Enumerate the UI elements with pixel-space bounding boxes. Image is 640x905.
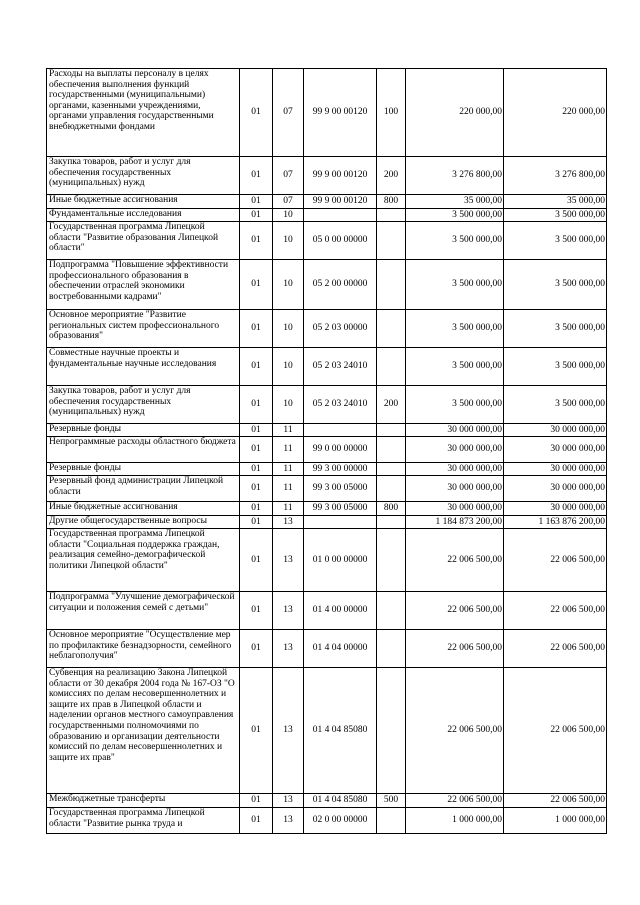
amount-2-cell: 22 006 500,00 [504,529,607,592]
table-row [47,69,607,157]
table-row [47,808,607,834]
amount-1-cell: 1 184 873 200,00 [406,516,504,529]
target-article-cell: 01 4 04 00000 [304,630,377,668]
section-code-cell: 01 [240,310,273,348]
amount-1-cell: 1 000 000,00 [406,808,504,834]
expense-type-cell [377,668,406,794]
row-name-cell: Государственная программа Липецкой области "Развитие рынка труда и [47,808,240,834]
subsection-code-cell: 13 [273,668,304,794]
section-code-cell: 01 [240,209,273,222]
target-article-cell [304,424,377,437]
row-name-cell: Основное мероприятие "Развитие региональных систем профессионального образования" [47,310,240,348]
section-code-cell: 01 [240,424,273,437]
row-name-cell: Другие общегосударственные вопросы [47,516,240,529]
target-article-cell: 05 2 03 00000 [304,310,377,348]
row-name-cell: Иные бюджетные ассигнования [47,502,240,516]
row-name-cell: Иные бюджетные ассигнования [47,195,240,209]
subsection-code-cell: 10 [273,209,304,222]
row-name-cell: Фундаментальные исследования [47,209,240,222]
amount-2-cell: 22 006 500,00 [504,668,607,794]
subsection-code-cell: 13 [273,516,304,529]
table-row [47,668,607,794]
expense-type-cell: 800 [377,195,406,209]
row-name-cell: Резервный фонд администрации Липецкой области [47,476,240,502]
section-code-cell: 01 [240,348,273,386]
amount-2-cell: 3 500 000,00 [504,209,607,222]
expense-type-cell [377,592,406,630]
amount-2-cell: 30 000 000,00 [504,502,607,516]
target-article-cell: 05 2 03 24010 [304,348,377,386]
subsection-code-cell: 13 [273,808,304,834]
amount-1-cell: 3 500 000,00 [406,260,504,310]
amount-1-cell: 22 006 500,00 [406,668,504,794]
target-article-cell [304,209,377,222]
expense-type-cell [377,476,406,502]
amount-2-cell: 3 500 000,00 [504,260,607,310]
amount-1-cell: 3 500 000,00 [406,222,504,260]
section-code-cell: 01 [240,516,273,529]
expense-type-cell: 100 [377,69,406,157]
amount-1-cell: 30 000 000,00 [406,463,504,476]
section-code-cell: 01 [240,463,273,476]
expense-type-cell [377,437,406,463]
target-article-cell: 05 2 00 00000 [304,260,377,310]
subsection-code-cell: 13 [273,630,304,668]
expense-type-cell [377,348,406,386]
budget-table-body [47,69,607,834]
section-code-cell: 01 [240,476,273,502]
subsection-code-cell: 10 [273,222,304,260]
row-name-cell: Расходы на выплаты персоналу в целях обеспечения выполнения функций государственными (муниципальными) органами, казенными учреждениями, органами управления государственными внебюджетными фондами [47,69,240,157]
target-article-cell: 01 4 04 85080 [304,794,377,808]
amount-2-cell: 30 000 000,00 [504,424,607,437]
row-name-cell: Совместные научные проекты и фундаментальные научные исследования [47,348,240,386]
row-name-cell: Закупка товаров, работ и услуг для обеспечения государственных (муниципальных) нужд [47,157,240,195]
amount-1-cell: 30 000 000,00 [406,437,504,463]
row-name-cell: Субвенция на реализацию Закона Липецкой области от 30 декабря 2004 года № 167-ОЗ "О комиссиях по делам несовершеннолетних и защите их прав в Липецкой области и наделении органов местного самоуправления государственными полномочиями по образованию и организации деятельности комиссий по делам несовершеннолетних и защите их прав" [47,668,240,794]
amount-2-cell: 220 000,00 [504,69,607,157]
subsection-code-cell: 13 [273,592,304,630]
row-name-cell: Непрограммные расходы областного бюджета [47,437,240,463]
target-article-cell: 99 3 00 05000 [304,476,377,502]
amount-2-cell: 22 006 500,00 [504,630,607,668]
amount-2-cell: 30 000 000,00 [504,463,607,476]
subsection-code-cell: 11 [273,437,304,463]
amount-2-cell: 35 000,00 [504,195,607,209]
amount-1-cell: 22 006 500,00 [406,794,504,808]
section-code-cell: 01 [240,260,273,310]
subsection-code-cell: 11 [273,463,304,476]
expense-type-cell [377,463,406,476]
subsection-code-cell: 10 [273,260,304,310]
target-article-cell: 99 9 00 00120 [304,157,377,195]
amount-1-cell: 30 000 000,00 [406,502,504,516]
row-name-cell: Государственная программа Липецкой области "Развитие образования Липецкой области" [47,222,240,260]
table-row [47,794,607,808]
amount-1-cell: 3 500 000,00 [406,209,504,222]
subsection-code-cell: 13 [273,794,304,808]
target-article-cell: 01 4 04 85080 [304,668,377,794]
section-code-cell: 01 [240,808,273,834]
target-article-cell: 05 0 00 00000 [304,222,377,260]
amount-2-cell: 3 500 000,00 [504,222,607,260]
expense-type-cell [377,808,406,834]
amount-2-cell: 3 276 800,00 [504,157,607,195]
row-name-cell: Закупка товаров, работ и услуг для обеспечения государственных (муниципальных) нужд [47,386,240,424]
table-row [47,529,607,592]
amount-2-cell: 22 006 500,00 [504,592,607,630]
section-code-cell: 01 [240,794,273,808]
expense-type-cell [377,209,406,222]
table-row [47,209,607,222]
amount-1-cell: 3 500 000,00 [406,310,504,348]
subsection-code-cell: 07 [273,69,304,157]
target-article-cell: 01 0 00 00000 [304,529,377,592]
amount-2-cell: 1 163 876 200,00 [504,516,607,529]
subsection-code-cell: 10 [273,310,304,348]
section-code-cell: 01 [240,668,273,794]
amount-1-cell: 3 500 000,00 [406,348,504,386]
target-article-cell [304,516,377,529]
expense-type-cell: 200 [377,386,406,424]
budget-table [46,68,607,834]
table-row [47,476,607,502]
subsection-code-cell: 11 [273,502,304,516]
table-row [47,502,607,516]
subsection-code-cell: 11 [273,424,304,437]
table-row [47,386,607,424]
expense-type-cell [377,529,406,592]
table-row [47,630,607,668]
amount-1-cell: 30 000 000,00 [406,424,504,437]
table-row [47,424,607,437]
section-code-cell: 01 [240,630,273,668]
expense-type-cell [377,222,406,260]
subsection-code-cell: 07 [273,157,304,195]
section-code-cell: 01 [240,529,273,592]
row-name-cell: Межбюджетные трансферты [47,794,240,808]
table-row [47,516,607,529]
section-code-cell: 01 [240,69,273,157]
expense-type-cell: 800 [377,502,406,516]
amount-1-cell: 3 500 000,00 [406,386,504,424]
table-row [47,310,607,348]
section-code-cell: 01 [240,222,273,260]
section-code-cell: 01 [240,157,273,195]
table-row [47,437,607,463]
row-name-cell: Государственная программа Липецкой области "Социальная поддержка граждан, реализация семейно-демографической политики Липецкой области" [47,529,240,592]
row-name-cell: Резервные фонды [47,424,240,437]
subsection-code-cell: 10 [273,386,304,424]
amount-1-cell: 35 000,00 [406,195,504,209]
section-code-cell: 01 [240,592,273,630]
amount-1-cell: 22 006 500,00 [406,592,504,630]
amount-2-cell: 22 006 500,00 [504,794,607,808]
amount-1-cell: 22 006 500,00 [406,529,504,592]
amount-2-cell: 1 000 000,00 [504,808,607,834]
table-row [47,348,607,386]
section-code-cell: 01 [240,195,273,209]
row-name-cell: Подпрограмма "Улучшение демографической ситуации и положения семей с детьми" [47,592,240,630]
table-row [47,463,607,476]
expense-type-cell: 200 [377,157,406,195]
amount-2-cell: 3 500 000,00 [504,348,607,386]
expense-type-cell [377,310,406,348]
subsection-code-cell: 11 [273,476,304,502]
table-row [47,260,607,310]
subsection-code-cell: 10 [273,348,304,386]
subsection-code-cell: 07 [273,195,304,209]
table-row [47,195,607,209]
target-article-cell: 99 0 00 00000 [304,437,377,463]
table-row [47,157,607,195]
expense-type-cell: 500 [377,794,406,808]
amount-1-cell: 220 000,00 [406,69,504,157]
target-article-cell: 99 9 00 00120 [304,195,377,209]
amount-2-cell: 3 500 000,00 [504,386,607,424]
target-article-cell: 99 3 00 00000 [304,463,377,476]
amount-2-cell: 30 000 000,00 [504,476,607,502]
amount-1-cell: 22 006 500,00 [406,630,504,668]
table-row [47,222,607,260]
section-code-cell: 01 [240,386,273,424]
row-name-cell: Основное мероприятие "Осуществление мер по профилактике безнадзорности, семейного неблагополучия" [47,630,240,668]
row-name-cell: Подпрограмма "Повышение эффективности профессионального образования в обеспечении отраслей экономики востребованными кадрами" [47,260,240,310]
target-article-cell: 01 4 00 00000 [304,592,377,630]
amount-1-cell: 3 276 800,00 [406,157,504,195]
table-row [47,592,607,630]
section-code-cell: 01 [240,502,273,516]
subsection-code-cell: 13 [273,529,304,592]
expense-type-cell [377,424,406,437]
expense-type-cell [377,516,406,529]
row-name-cell: Резервные фонды [47,463,240,476]
expense-type-cell [377,260,406,310]
target-article-cell: 99 3 00 05000 [304,502,377,516]
expense-type-cell [377,630,406,668]
amount-2-cell: 30 000 000,00 [504,437,607,463]
target-article-cell: 99 9 00 00120 [304,69,377,157]
amount-2-cell: 3 500 000,00 [504,310,607,348]
amount-1-cell: 30 000 000,00 [406,476,504,502]
section-code-cell: 01 [240,437,273,463]
target-article-cell: 02 0 00 00000 [304,808,377,834]
budget-table-page [46,68,606,834]
target-article-cell: 05 2 03 24010 [304,386,377,424]
